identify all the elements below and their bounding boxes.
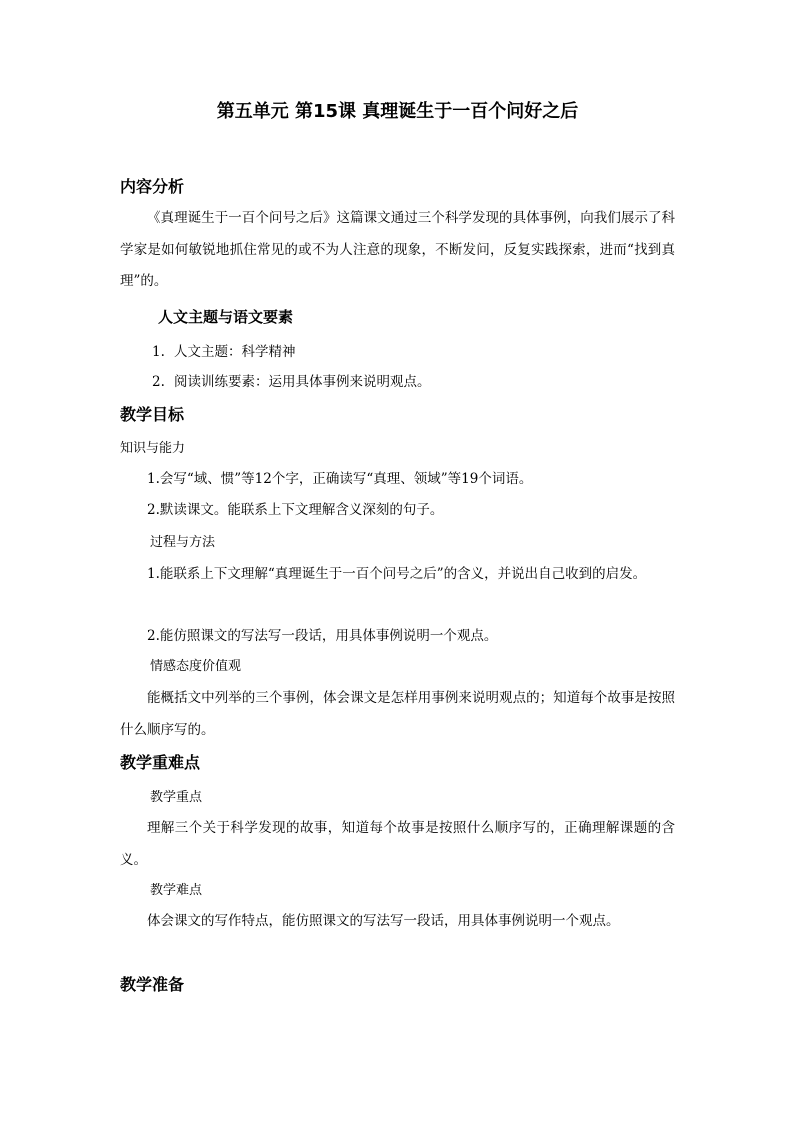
section-heading-preparation: 教学准备 xyxy=(120,975,185,994)
process-paragraph-2: 2.能仿照课文的写法写一段话，用具体事例说明一个观点。 xyxy=(147,628,498,644)
list-item xyxy=(152,372,431,392)
label-process-method: 过程与方法 xyxy=(150,535,216,550)
sub-heading-theme-elements: 人文主题与语文要素 xyxy=(158,308,294,326)
label-emotion-values: 情感态度价值观 xyxy=(150,659,242,674)
list-item-text: 阅读训练要素：运用具体事例来说明观点。 xyxy=(174,374,431,390)
emotion-paragraph: 能概括文中列举的三个事例，体会课文是怎样用事例来说明观点的；知道每个故事是按照什么顺序写的。 xyxy=(120,690,675,738)
knowledge-paragraph-2: 2.默读课文。能联系上下文理解含义深刻的句子。 xyxy=(147,502,444,518)
knowledge-paragraph-1: 1.会写“域、惯”等12个字，正确读写“真理、领域”等19个词语。 xyxy=(147,471,533,487)
page-title: 第五单元 第15课 真理诞生于一百个问好之后 xyxy=(216,101,579,122)
difficulty-paragraph: 体会课文的写作特点，能仿照课文的写法写一段话，用具体事例说明一个观点。 xyxy=(147,913,620,929)
label-knowledge-ability: 知识与能力 xyxy=(120,441,186,456)
section-heading-teaching-goals: 教学目标 xyxy=(120,405,185,424)
section-heading-key-points: 教学重难点 xyxy=(120,753,201,772)
list-item-number: 2. xyxy=(152,374,165,390)
label-teaching-focus: 教学重点 xyxy=(150,790,203,805)
section-heading-content-analysis: 内容分析 xyxy=(120,177,185,196)
label-teaching-difficulty: 教学难点 xyxy=(150,883,203,898)
list-item-number: 1. xyxy=(152,344,165,360)
focus-paragraph: 理解三个关于科学发现的故事，知道每个故事是按照什么顺序写的，正确理解课题的含义。 xyxy=(120,820,675,868)
content-analysis-paragraph: 《真理诞生于一百个问号之后》这篇课文通过三个科学发现的具体事例，向我们展示了科学家是如何敏锐地抓住常见的或不为人注意的现象，不断发问，反复实践探索，进而“找到真理”的。 xyxy=(120,210,675,289)
list-item xyxy=(152,342,296,362)
process-paragraph-1: 1.能联系上下文理解“真理诞生于一百个问号之后”的含义，并说出自己收到的启发。 xyxy=(147,566,647,582)
list-item-text: 人文主题：科学精神 xyxy=(174,344,296,360)
